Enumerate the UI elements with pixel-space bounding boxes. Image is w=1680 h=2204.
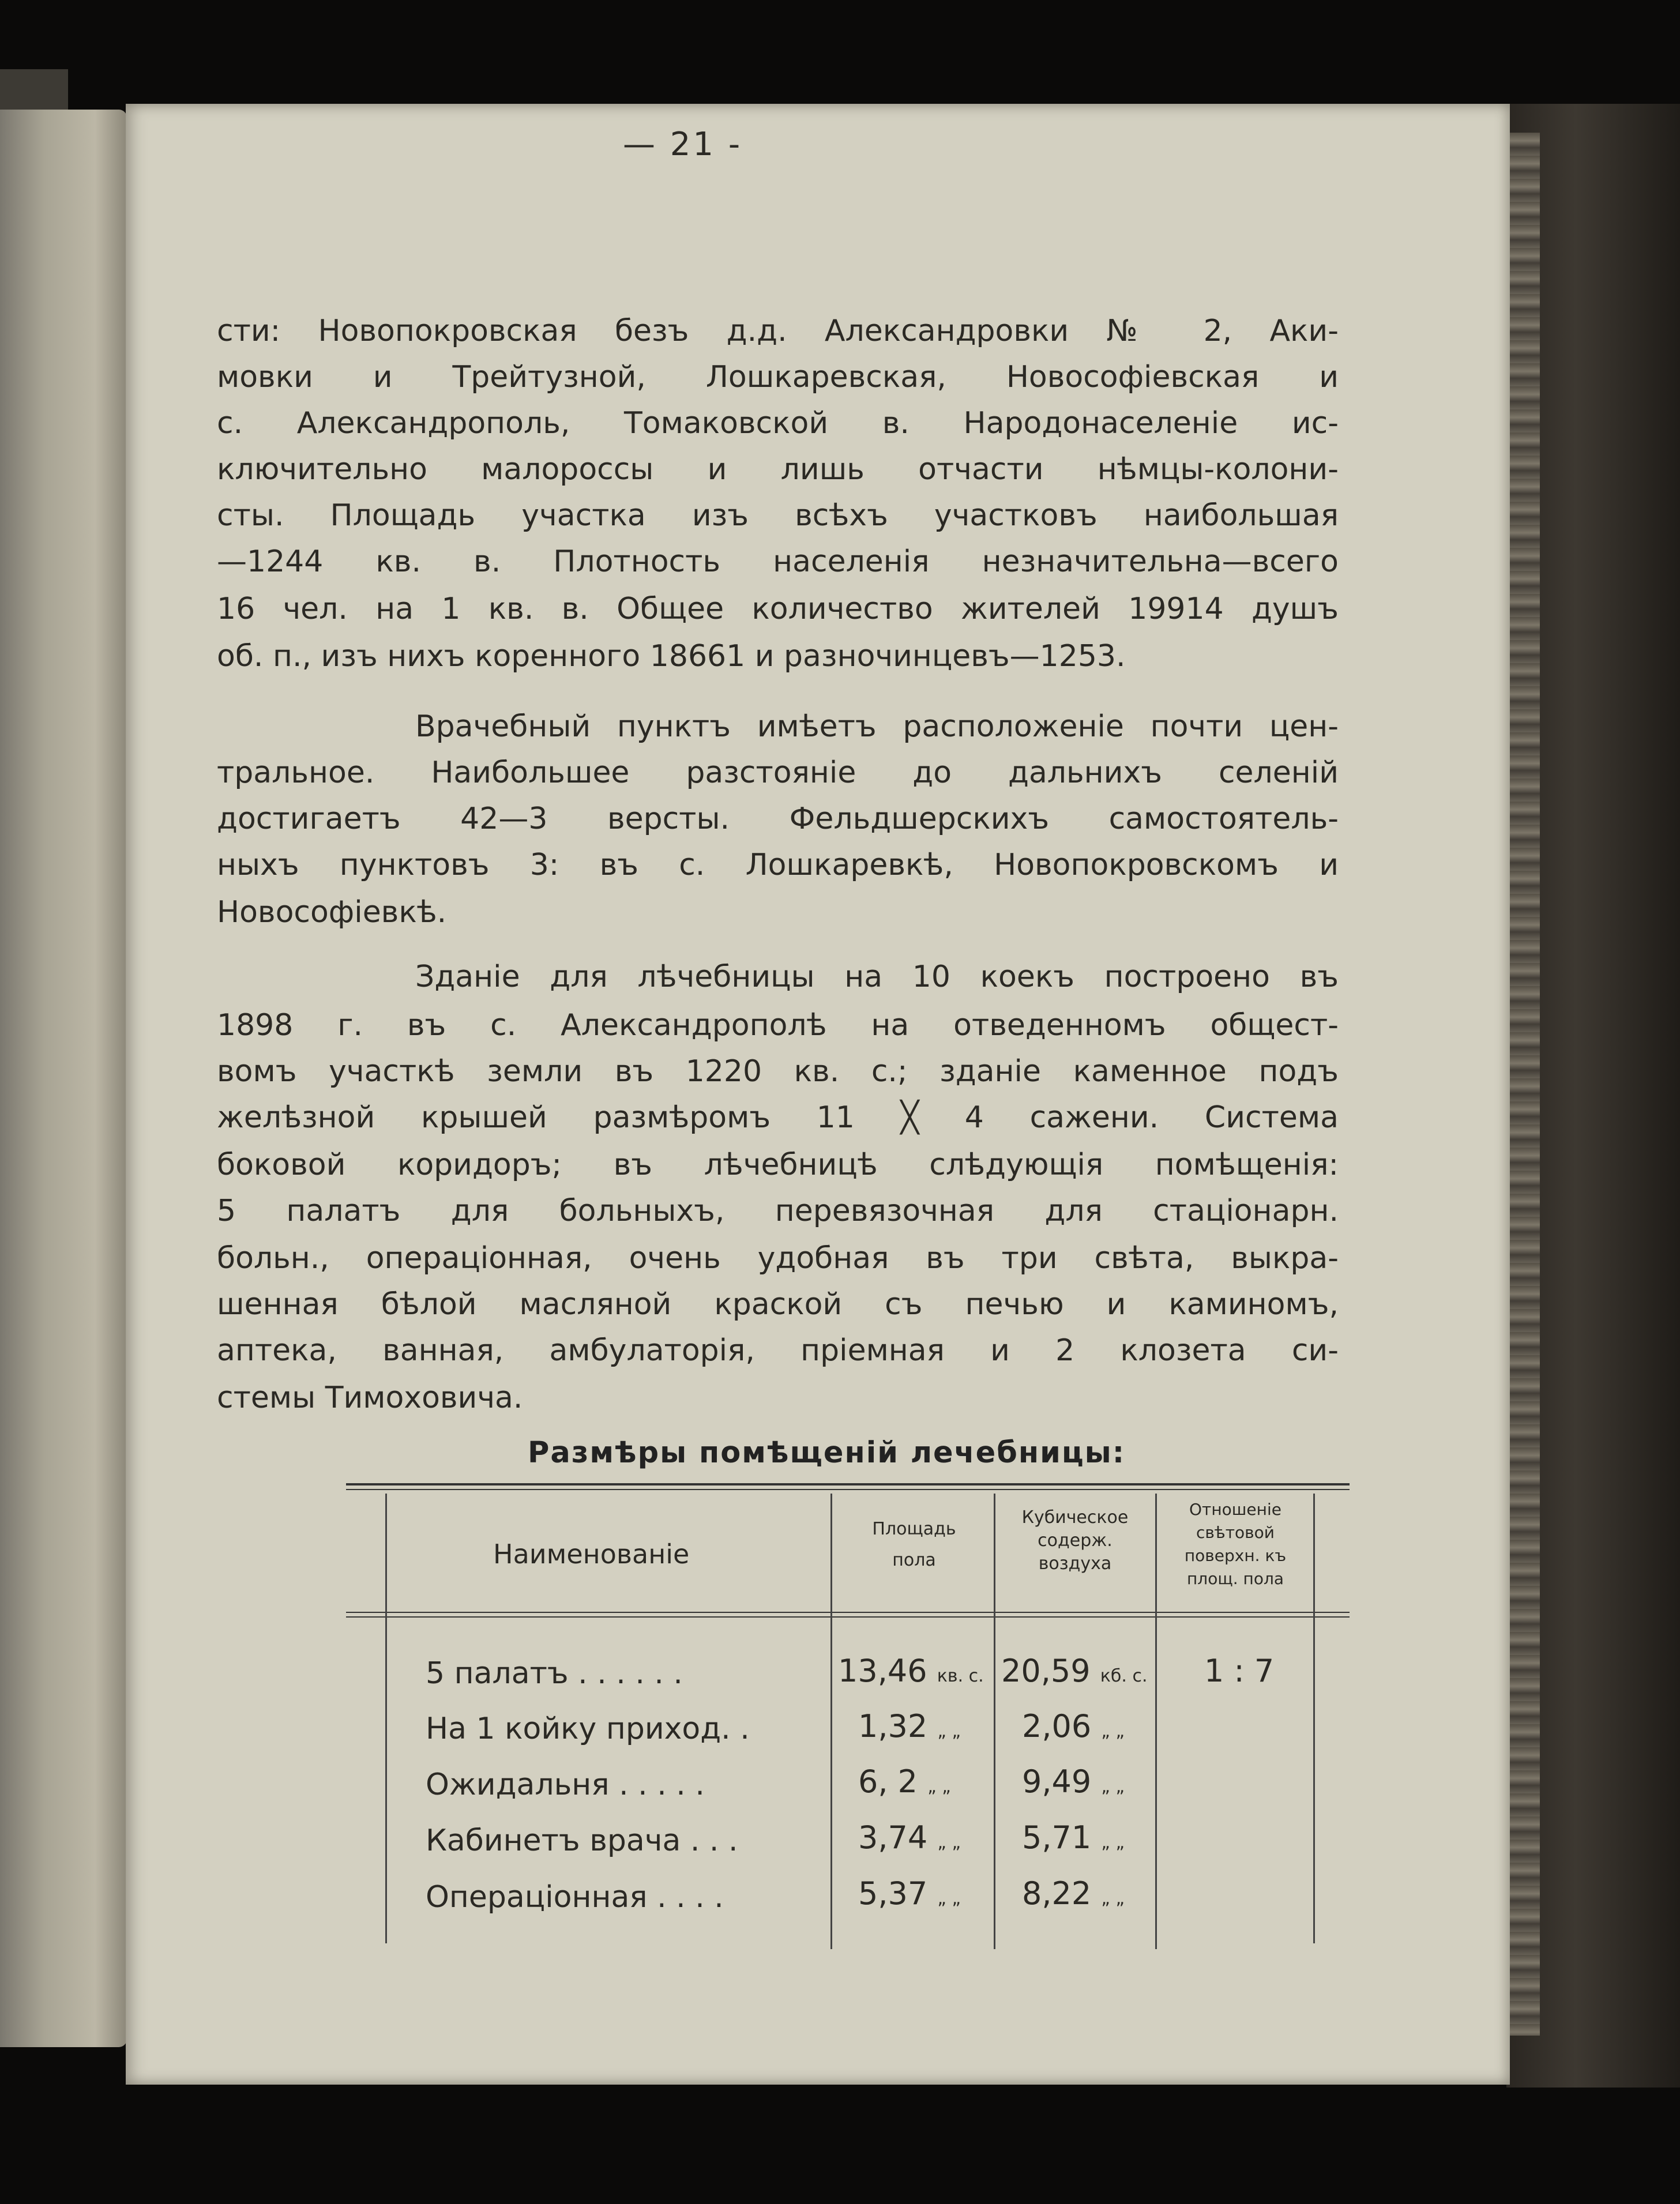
table-col-divider	[994, 1494, 995, 1949]
volume-unit: кб. с.	[1100, 1666, 1148, 1686]
area-value: 3,74	[858, 1819, 928, 1856]
left-page-edge	[0, 69, 68, 115]
paragraph3-line: Зданіе для лѣчебницы на 10 коекъ построено въ	[415, 960, 1339, 994]
book-page	[126, 104, 1510, 2085]
header-volume-line: Кубическое	[1021, 1507, 1129, 1528]
volume-unit: „ „	[1101, 1833, 1125, 1853]
paragraph2-line: Новософіевкѣ.	[217, 895, 447, 930]
paragraph2-line: достигаетъ 42—3 версты. Фельдшерскихъ самостоятель-	[217, 802, 1339, 836]
table-header-rule	[346, 1612, 1350, 1613]
row-volume	[1022, 1763, 1125, 1800]
area-unit: „ „	[927, 1777, 951, 1797]
volume-value: 9,49	[1022, 1763, 1092, 1800]
table-top-rule	[346, 1483, 1350, 1485]
area-unit: „ „	[937, 1833, 961, 1853]
paragraph3-line: боковой коридоръ; въ лѣчебницѣ слѣдующія помѣщенія:	[217, 1148, 1339, 1182]
paragraph1-line: сти: Новопокровская безъ д.д. Александровки № 2, Аки-	[217, 314, 1339, 348]
area-unit: кв. с.	[937, 1666, 984, 1686]
volume-unit: „ „	[1101, 1777, 1125, 1797]
table-header-rule-thin	[346, 1616, 1350, 1618]
header-volume-line: содерж.	[1038, 1530, 1113, 1551]
paragraph3-line: аптека, ванная, амбулаторія, пріемная и 2 клозета си-	[217, 1333, 1339, 1368]
row-area	[858, 1763, 951, 1800]
header-ratio-line: поверхн. къ	[1184, 1546, 1287, 1565]
paragraph3-line: вомъ участкѣ земли въ 1220 кв. с.; зданіе каменное подъ	[217, 1054, 1339, 1089]
header-area-line: Площадь	[872, 1519, 956, 1539]
header-volume	[997, 1506, 1153, 1575]
row-name: Ожидальня . . . . .	[426, 1767, 705, 1802]
header-area	[836, 1518, 992, 1572]
header-ratio-line: Отношеніе	[1189, 1500, 1281, 1519]
row-area	[858, 1875, 961, 1912]
paragraph2-line: Врачебный пунктъ имѣетъ расположеніе почти цен-	[415, 709, 1339, 744]
volume-unit: „ „	[1101, 1721, 1125, 1742]
header-ratio-line: свѣтовой	[1196, 1523, 1275, 1542]
header-ratio-line: площ. пола	[1187, 1569, 1284, 1588]
paragraph3-line: 5 палатъ для больныхъ, перевязочная для стаціонарн.	[217, 1194, 1339, 1228]
paragraph1-line: об. п., изъ нихъ коренного 18661 и разночинцевъ—1253.	[217, 639, 1126, 674]
volume-value: 20,59	[1001, 1653, 1091, 1689]
page-number: — 21 -	[623, 126, 743, 163]
row-volume	[1022, 1819, 1125, 1856]
table-title: Размѣры помѣщеній лечебницы:	[528, 1436, 1126, 1470]
row-volume	[1001, 1653, 1148, 1689]
paragraph1-line: с. Александрополь, Томаковской в. Народонаселеніе ис-	[217, 406, 1339, 441]
area-value: 1,32	[858, 1708, 928, 1744]
row-area	[858, 1708, 961, 1744]
paragraph3-line: стемы Тимоховича.	[217, 1381, 523, 1415]
paragraph2-line: ныхъ пунктовъ 3: въ с. Лошкаревкѣ, Новопокровскомъ и	[217, 848, 1339, 882]
paragraph1-line: —1244 кв. в. Плотность населенія незначительна—всего	[217, 544, 1339, 579]
row-name: На 1 койку приход. .	[426, 1712, 750, 1746]
area-value: 5,37	[858, 1875, 928, 1912]
paragraph2-line: тральное. Наибольшее разстояніе до дальнихъ селеній	[217, 755, 1339, 790]
volume-value: 5,71	[1022, 1819, 1092, 1856]
volume-unit: „ „	[1101, 1889, 1125, 1909]
row-area	[838, 1653, 984, 1689]
row-volume	[1022, 1708, 1125, 1744]
row-area	[858, 1819, 961, 1856]
header-name: Наименованіе	[493, 1539, 690, 1570]
volume-value: 8,22	[1022, 1875, 1092, 1912]
row-name: Кабинетъ врача . . .	[426, 1823, 738, 1858]
paragraph1-line: 16 чел. на 1 кв. в. Общее количество жителей 19914 душъ	[217, 592, 1339, 626]
volume-value: 2,06	[1022, 1708, 1092, 1744]
row-name: 5 палатъ . . . . . .	[426, 1656, 683, 1691]
paragraph1-line: сты. Площадь участка изъ всѣхъ участковъ наибольшая	[217, 498, 1339, 533]
table-left-border	[385, 1494, 387, 1943]
table-col-divider	[830, 1494, 832, 1949]
paragraph3-line: 1898 г. въ с. Александрополѣ на отведенномъ общест-	[217, 1008, 1339, 1043]
left-page	[0, 110, 127, 2047]
header-volume-line: воздуха	[1038, 1554, 1112, 1574]
area-unit: „ „	[937, 1889, 961, 1909]
header-ratio	[1157, 1498, 1314, 1590]
header-area-line: пола	[892, 1550, 936, 1570]
paragraph1-line: ключительно малороссы и лишь отчасти нѣмцы-колони-	[217, 452, 1339, 487]
area-unit: „ „	[937, 1721, 961, 1742]
paragraph1-line: мовки и Трейтузной, Лошкаревская, Новософіевская и	[217, 360, 1339, 394]
paragraph3-line: желѣзной крышей размѣромъ 11 ╳ 4 сажени. Система	[217, 1100, 1339, 1135]
area-value: 13,46	[838, 1653, 927, 1689]
paragraph3-line: больн., операціонная, очень удобная въ три свѣта, выкра-	[217, 1241, 1339, 1276]
table-top-rule-thin	[346, 1489, 1350, 1490]
row-name: Операціонная . . . .	[426, 1880, 724, 1915]
row-volume	[1022, 1875, 1125, 1912]
page-stack-edge	[1506, 133, 1540, 2036]
area-value: 6, 2	[858, 1763, 918, 1800]
row-ratio: 1 : 7	[1204, 1653, 1275, 1689]
paragraph3-line: шенная бѣлой масляной краской съ печью и каминомъ,	[217, 1287, 1339, 1322]
